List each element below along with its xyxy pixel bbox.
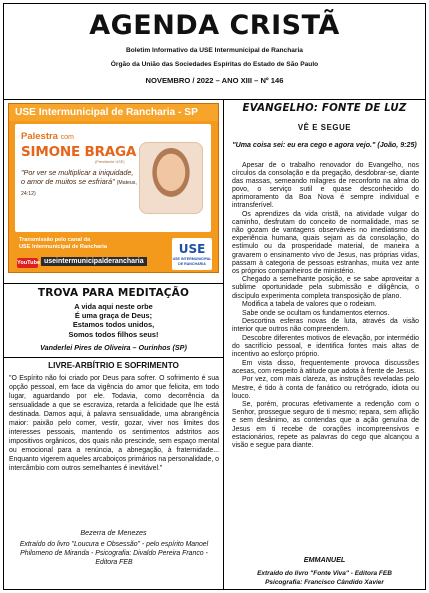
palestra-word: Palestra xyxy=(21,131,58,142)
evangelho-paragraph: Os aprendizes da vida cristã, na atividade vulgar do caminho, desfrutam do conceito de normalidade, mas se não gozam de vantagens observáveis no imediatismo da experiência humana, quais sejam as da consolação, do estímulo ou da prosperidade material, de maneira a gravarem o ensinamento vivo de Jesus, nas próprias vidas, passam à categoria de pessoas estranhas, muita vez ante os próprios companheiros de ministério. xyxy=(232,211,419,275)
use-logo-text: USE INTERMUNICIPAL DE RANCHARIA xyxy=(172,257,212,266)
transmission-line-2: USE Intermunicipal de Rancharia xyxy=(19,244,107,250)
lecture-date: Sábado - 19/11/2022 - 20h xyxy=(19,215,134,226)
left-column xyxy=(4,100,224,589)
trova-author: Vanderlei Pires de Oliveira – Ourinhos (SP) xyxy=(40,343,187,352)
youtube-icon: YouTube xyxy=(17,260,41,266)
banner-quote-text: "Por ver se multiplicar a iniquidade, o amor de muitos se esfriará" xyxy=(21,168,134,186)
newsletter-page xyxy=(3,3,426,590)
newsletter-subtitle-2: Órgão da União das Sociedades Espíritas do Estado de São Paulo xyxy=(110,61,319,68)
evangelho-paragraph: Se, porém, procuras efetivamente a redenção com o Senhor, prossegue seguro de ti mesmo; repara, sem aflição e sem desânimo, as contendas que a ação genuína de Jesus em ti recebe de corações incompreensivos e estacionários, repete as palavras do cego que alcançou a visão e segue para diante. xyxy=(232,401,419,449)
evangelho-title: EVANGELHO: FONTE DE LUZ xyxy=(242,103,407,114)
evangelho-source-1: Extraído do livro "Fonte Viva" - Editora FEB xyxy=(257,570,392,577)
livre-arbitrio-signature: Bezerra de Menezes xyxy=(80,528,147,537)
banner-quote-ref: (Mateus, 24:12) xyxy=(21,180,137,197)
evangelho-quote: "Uma coisa sei: eu era cego e agora vejo." (João, 9:25) xyxy=(232,141,417,149)
livre-arbitrio-title: LIVRE-ARBÍTRIO E SOFRIMENTO xyxy=(4,357,223,370)
evangelho-source-2: Psicografia: Francisco Cândido Xavier xyxy=(265,579,384,586)
trova-line: A vida aqui neste orbe xyxy=(74,302,153,311)
trova-line: É uma graça de Deus; xyxy=(74,311,153,321)
transmission-line-1: Transmissão pelo canal da xyxy=(19,237,91,243)
evangelho-paragraph: Sabe onde se ocultam os fundamentos eternos. xyxy=(242,309,390,317)
newsletter-title: AGENDA CRISTÃ xyxy=(89,10,340,41)
livre-arbitrio-body: "O Espírito não foi criado por Deus para sofrer. O sofrimento é sua opção pessoal, em face da vigência do amor que felicita, em todo lugar, aguardando por ele. Todavia, como decorrência da sensualidade a que se escraviza, retarda a felicidade que lhe está destinada. Damos aqui, à palavra sensualidade, uma abrangência maior: paixão pelo comer, vestir, gozar, viver nos limites dos interesses pessoais, mantendo os sentimentos adstritos aos impositivos orgânicos, dos quais não prescinde, sem espaço mental ou emocional para a renúncia, a abnegação, à fraternidade... Enquanto vigerem aqueles arcaboiços primários na personalidade, o intercâmbio com outros semelhantes é inevitável." xyxy=(9,375,219,472)
evangelho-paragraph: Por vez, com mais clareza, as instruções reveladas pelo Mestre, é tido à conta de fanático ou retrógrado, idiota ou louco. xyxy=(232,376,419,400)
edition-line: NOVEMBRO / 2022 – ANO XIII – Nº 146 xyxy=(145,76,284,85)
banner-quote xyxy=(21,168,139,199)
speaker-photo xyxy=(139,142,203,214)
speaker-name: SIMONE BRAGA xyxy=(21,144,137,160)
masthead xyxy=(4,4,425,100)
evangelho-paragraph: Chegado a semelhante posição, e se sabe aproveitar a sublime oportunidade pela submissão e diligência, o discípulo experimenta completa transposição de plano. xyxy=(232,276,419,300)
palestra-label xyxy=(21,131,74,142)
palestra-com: com xyxy=(60,134,74,141)
youtube-channel[interactable]: useintermunicipalderancharia xyxy=(41,257,147,266)
lecture-banner xyxy=(8,103,219,273)
trova-line: Somos todos filhos seus! xyxy=(68,329,159,339)
trova-title: TROVA PARA MEDITAÇÃO xyxy=(4,283,223,299)
transmission-info xyxy=(19,237,107,251)
use-logo xyxy=(172,238,212,270)
evangelho-source xyxy=(224,569,425,587)
evangelho-paragraph: Descobre diferentes motivos de elevação, por intermédio do sacrifício pessoal, e identifica fontes mais altas de incentivo ao esforço próprio. xyxy=(232,334,419,359)
right-column xyxy=(224,100,425,589)
evangelho-paragraph: Descortina esferas novas de luta, através da visão interior que outros não compreendem. xyxy=(232,318,419,334)
evangelho-subtitle: VÊ E SEGUE xyxy=(297,123,352,132)
banner-header: USE Intermunicipal de Rancharia - SP xyxy=(9,104,218,121)
evangelho-body xyxy=(232,162,419,450)
livre-arbitrio-source: Extraído do livro "Loucura e Obsessão" - pelo espírito Manoel Philomeno de Miranda - Psicografia: Divaldo Pereira Franco - Editora FEB xyxy=(19,541,209,566)
evangelho-paragraph: Em vista disso, frequentemente provoca discussões acesas, com respeito à atitude que adota à frente de Jesus. xyxy=(232,359,419,375)
trova-verse xyxy=(4,302,223,339)
newsletter-subtitle-1: Boletim Informativo da USE Intermunicipal de Rancharia xyxy=(126,47,303,54)
speaker-role: (Presidente USE) xyxy=(95,160,125,164)
evangelho-paragraph: Apesar de o trabalho renovador do Evangelho, nos círculos da consolação e da pregação, desdobrar-se, diante das massas, semeando milagres de reconforto na alma do povo, o serviço sutil e quase desconhecido do aprimoramento da Boa Nova é sempre individual e intransferível. xyxy=(232,162,419,210)
evangelho-paragraph: Modifica a tabela de valores que o rodeiam. xyxy=(242,301,377,309)
use-logo-mark: USE xyxy=(178,242,206,256)
trova-line: Estamos todos unidos, xyxy=(72,320,155,330)
evangelho-signature: EMMANUEL xyxy=(303,555,346,564)
